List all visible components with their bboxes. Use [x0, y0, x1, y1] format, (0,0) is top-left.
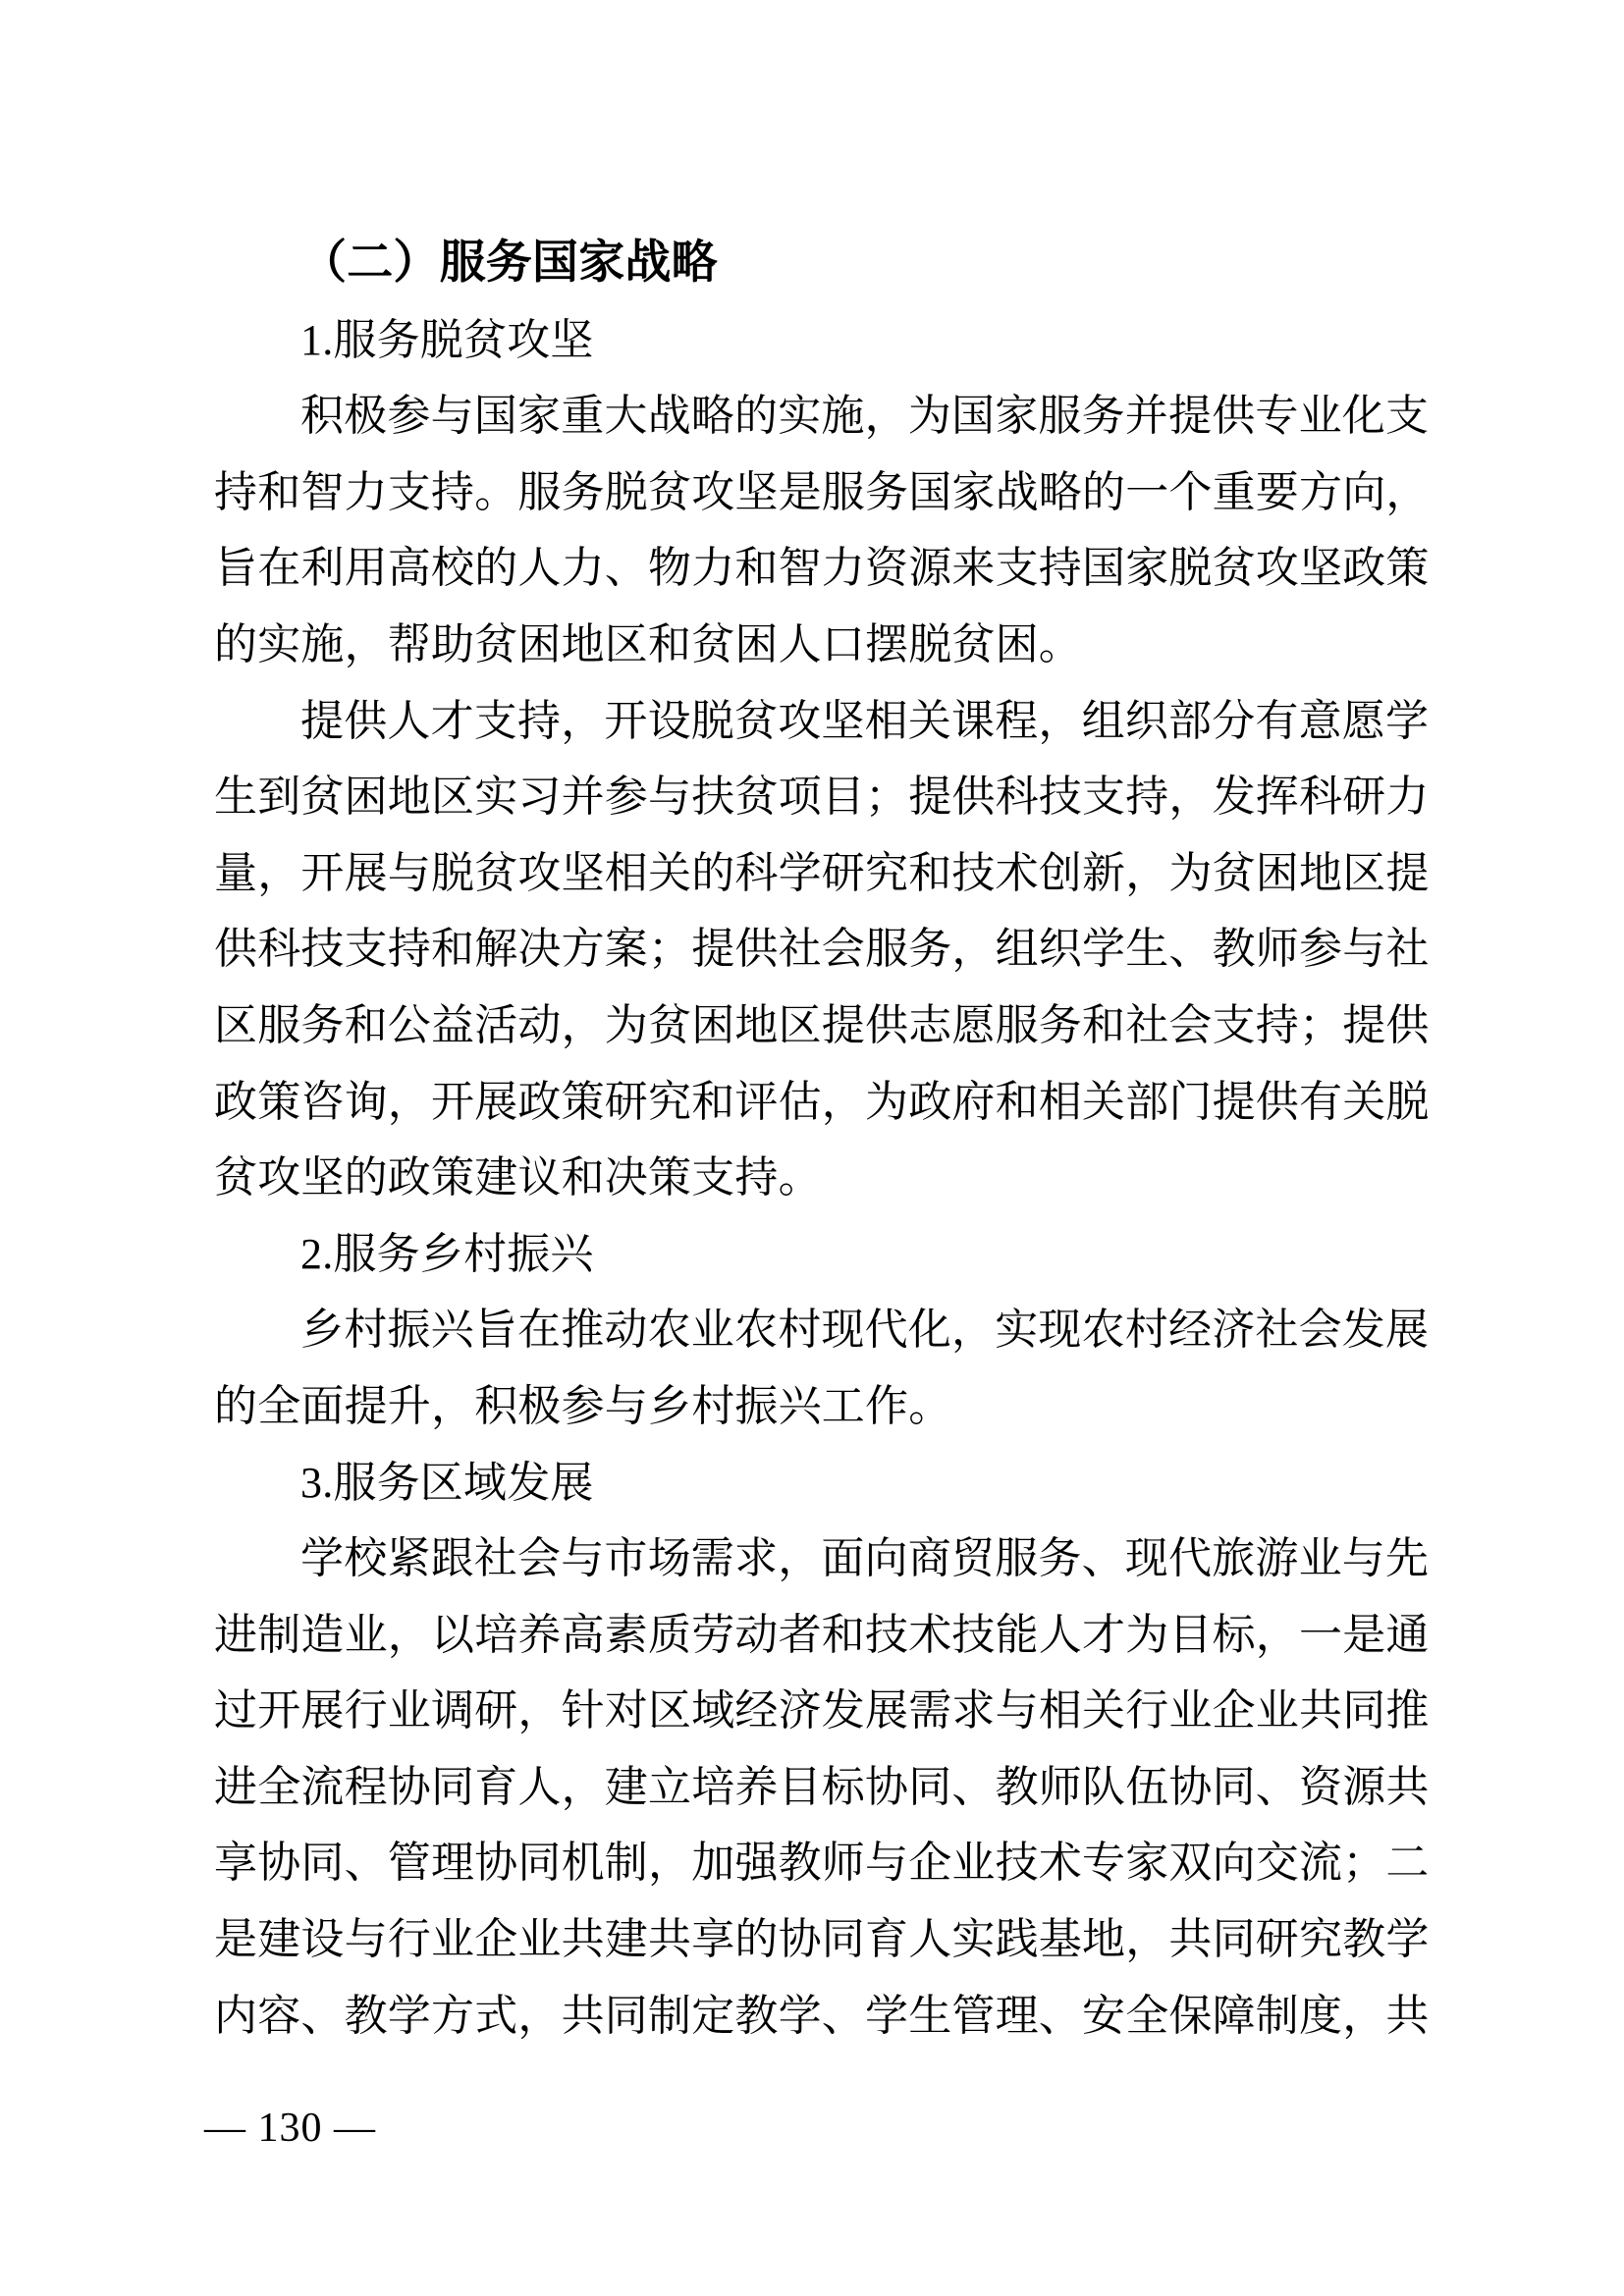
- text-line: 过开展行业调研，针对区域经济发展需求与相关行业企业共同推: [214, 1686, 1430, 1735]
- text-line: 提供人才支持，开设脱贫攻坚相关课程，组织部分有意愿学: [300, 696, 1430, 745]
- page-number: — 130 —: [204, 2106, 376, 2151]
- text-line: 学校紧跟社会与市场需求，面向商贸服务、现代旅游业与先: [300, 1534, 1430, 1583]
- text-line: 贫攻坚的政策建议和决策支持。: [214, 1153, 822, 1202]
- text-line: 是建设与行业企业共建共享的协同育人实践基地，共同研究教学: [214, 1915, 1430, 1964]
- text-line: 的全面提升，积极参与乡村振兴工作。: [214, 1381, 952, 1430]
- text-line: 政策咨询，开展政策研究和评估，为政府和相关部门提供有关脱: [214, 1077, 1430, 1126]
- text-line: 供科技支持和解决方案；提供社会服务，组织学生、教师参与社: [214, 925, 1430, 974]
- text-line: 积极参与国家重大战略的实施，为国家服务并提供专业化支: [300, 392, 1430, 441]
- text-line: 持和智力支持。服务脱贫攻坚是服务国家战略的一个重要方向，: [214, 467, 1430, 516]
- section-heading: （二）服务国家战略: [300, 238, 718, 289]
- text-line: 旨在利用高校的人力、物力和智力资源来支持国家脱贫攻坚政策: [214, 544, 1430, 593]
- subsection-heading: 3.服务区域发展: [300, 1458, 594, 1507]
- subsection-heading: 1.服务脱贫攻坚: [300, 315, 594, 364]
- text-line: 的实施，帮助贫困地区和贫困人口摆脱贫困。: [214, 619, 1082, 668]
- text-line: 内容、教学方式，共同制定教学、学生管理、安全保障制度，共: [214, 1991, 1430, 2040]
- subsection-heading: 2.服务乡村振兴: [300, 1229, 594, 1278]
- text-line: 生到贫困地区实习并参与扶贫项目；提供科技支持，发挥科研力: [214, 773, 1430, 822]
- text-block: [214, 226, 1432, 2054]
- text-line: 区服务和公益活动，为贫困地区提供志愿服务和社会支持；提供: [214, 1000, 1430, 1049]
- text-line: 进全流程协同育人，建立培养目标协同、教师队伍协同、资源共: [214, 1762, 1430, 1811]
- text-line: 进制造业，以培养高素质劳动者和技术技能人才为目标，一是通: [214, 1610, 1430, 1659]
- text-line: 享协同、管理协同机制，加强教师与企业技术专家双向交流；二: [214, 1839, 1430, 1888]
- text-line: 量，开展与脱贫攻坚相关的科学研究和技术创新，为贫困地区提: [214, 848, 1430, 897]
- text-line: 乡村振兴旨在推动农业农村现代化，实现农村经济社会发展: [300, 1306, 1430, 1355]
